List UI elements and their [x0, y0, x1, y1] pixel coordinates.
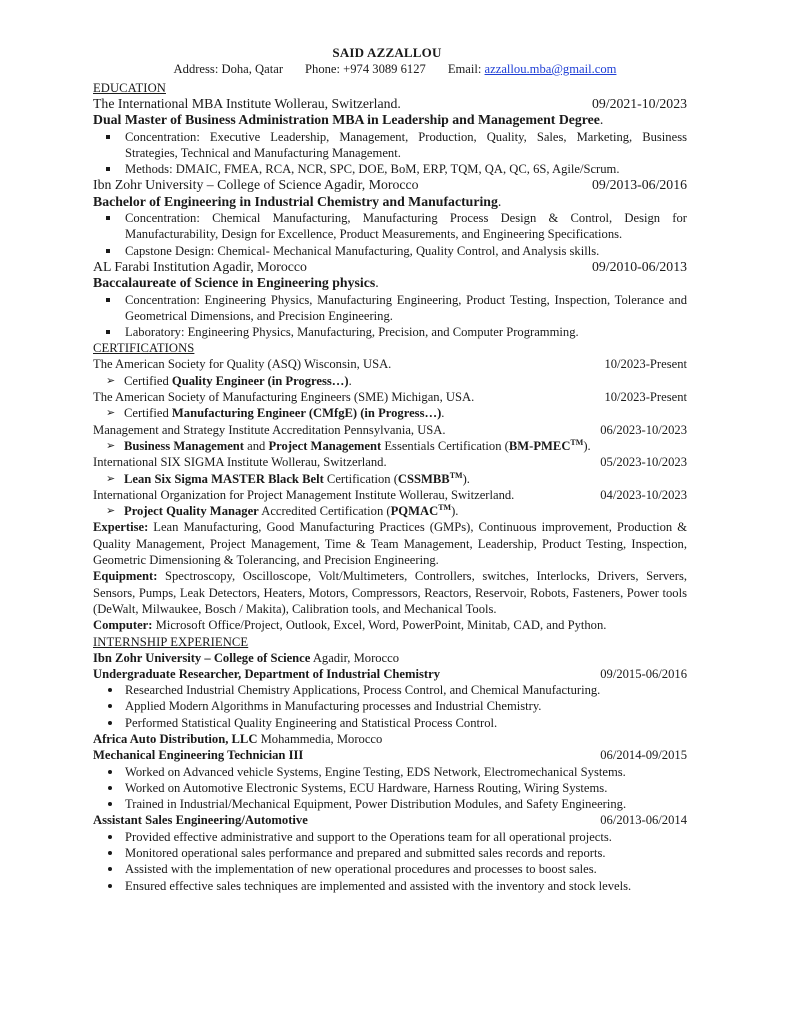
arrow-bullet-list [93, 405, 687, 421]
cert-title: ➢ Business Management and Project Management Essentials Certification (BM-PMEC™). [93, 438, 687, 454]
employer [93, 731, 687, 894]
cert-organization: International Organization for Project Management Institute Wollerau, Switzerland. [93, 487, 515, 502]
bullet: Concentration: Engineering Physics, Manufacturing Engineering, Product Testing, Inspection, Tolerance and Geometrical Dimensions, and Precision Engineering. [93, 292, 687, 325]
institution: The International MBA Institute Wollerau, Switzerland. [93, 96, 401, 111]
expertise-text: Lean Manufacturing, Good Manufacturing Practices (GMPs), Continuous improvement, Production & Quality Management, Project Management, Time & Team Management, Leadership, Product Testing, Inspection, Geometric Dimensioning & Tolerancing, and Precision Engineering. [93, 520, 687, 568]
education-heading: EDUCATION [93, 81, 166, 95]
bullet: Performed Statistical Quality Engineering and Statistical Process Control. [93, 715, 687, 731]
role-title: Mechanical Engineering Technician III [93, 748, 304, 763]
internship-heading: INTERNSHIP EXPERIENCE [93, 634, 249, 649]
role-dates: 09/2015-06/2016 [600, 666, 687, 681]
cert-title: ➢ Lean Six Sigma MASTER Black Belt Certification (CSSMBB™). [93, 471, 687, 487]
expertise-paragraph [93, 519, 687, 568]
education-entry: The International MBA Institute Wollerau, Switzerland. 09/2021-10/2023 Dual Master of Business Administration MBA in Leadership and Management Degree. Concentration: Executive Leadership, Management, Production, Quality, Sales, Marketing, Business Strategies, Technical and Manufacturing Management. Methods: DMAIC, FMEA, RCA, NCR, SPC, DOE, BoM, ERP, TQM, QA, QC, 6S, Agile/Scrum. [93, 96, 687, 177]
address: Address: Doha, Qatar [173, 62, 284, 76]
email-link[interactable]: azzallou.mba@gmail.com [484, 62, 617, 76]
cert-organization: Management and Strategy Institute Accreditation Pennsylvania, USA. [93, 422, 446, 437]
employer [93, 650, 687, 731]
cert-dates: 04/2023-10/2023 [600, 487, 687, 502]
certification-entry [93, 422, 687, 455]
expertise-label: Expertise: [93, 520, 149, 535]
degree: Dual Master of Business Administration MBA in Leadership and Management Degree [93, 112, 600, 128]
arrow-bullet-list [93, 471, 687, 487]
arrow-bullet-list [93, 503, 687, 519]
email-block [448, 61, 617, 77]
role-title: Assistant Sales Engineering/Automotive [93, 813, 308, 828]
dates: 09/2021-10/2023 [591, 96, 687, 111]
cert-title: ➢ Project Quality Manager Accredited Certification (PQMAC™). [93, 503, 687, 519]
bullet-list [93, 764, 687, 813]
bullet: Provided effective administrative and support to the Operations team for all operational projects. [93, 829, 687, 845]
cert-dates: 10/2023-Present [604, 357, 687, 372]
bullet: Researched Industrial Chemistry Applications, Process Control, and Chemical Manufacturing. [93, 682, 687, 698]
bullet: Assisted with the implementation of new operational procedures and processes to boost sales. [93, 861, 687, 877]
certification-entry [93, 356, 687, 389]
cert-organization: The American Society for Quality (ASQ) Wisconsin, USA. [93, 357, 392, 372]
cert-title: ➢ Certified Quality Engineer (in Progress…). [93, 373, 687, 389]
cert-dates: 06/2023-10/2023 [600, 422, 687, 437]
role-dates: 06/2013-06/2014 [600, 813, 687, 828]
certifications-list [93, 356, 687, 519]
employer-name: Africa Auto Distribution, LLC [93, 731, 258, 746]
education-entry: Ibn Zohr University – College of Science Agadir, Morocco 09/2013-06/2016 Bachelor of Engineering in Industrial Chemistry and Manufacturing. Concentration: Chemical Manufacturing, Manufacturing Process Design & Control, Design for Manufacturability, Design for Excellence, Product Measurements, and Engineering Specifications. Capstone Design: Chemical- Mechanical Manufacturing, Quality Control, and Analysis skills. [93, 177, 687, 258]
employer-location: Mohammedia, Morocco [257, 731, 383, 746]
certifications-heading: CERTIFICATIONS [93, 341, 195, 356]
education-list [93, 96, 687, 340]
certification-entry [93, 454, 687, 487]
bullet: Concentration: Executive Leadership, Management, Production, Quality, Sales, Marketing, Business Strategies, Technical and Manufacturing Management. [93, 129, 687, 162]
computer-paragraph [93, 617, 687, 633]
role-dates: 06/2014-09/2015 [600, 748, 687, 763]
dates: 09/2013-06/2016 [591, 177, 687, 193]
cert-dates: 10/2023-Present [604, 390, 687, 405]
bullet: Trained in Industrial/Mechanical Equipment, Power Distribution Modules, and Safety Engineering. [93, 796, 687, 812]
bullet: Laboratory: Engineering Physics, Manufacturing, Precision, and Computer Programming. [93, 324, 687, 340]
bullet-list [93, 682, 687, 731]
computer-label: Computer: [93, 618, 153, 633]
bullet: Capstone Design: Chemical- Mechanical Manufacturing, Quality Control, and Analysis skills. [93, 243, 687, 259]
candidate-name: SAID AZZALLOU [332, 45, 442, 60]
email-label: Email: [447, 62, 485, 76]
contact-line [103, 61, 687, 77]
bullet: Worked on Advanced vehicle Systems, Engine Testing, EDS Network, Electromechanical Systems. [93, 764, 687, 780]
role-title: Undergraduate Researcher, Department of Industrial Chemistry [93, 666, 440, 681]
equipment-text: Spectroscopy, Oscilloscope, Volt/Multimeters, Controllers, switches, Interlocks, Drivers, Servers, Sensors, Pumps, Leak Detectors, Heaters, Motors, Compressors, Reactors, Reservoir, Robots, Fasteners, Power tools (DeWalt, Milwaukee, Bosch / Makita), Calibration tools, and Mechanical Tools. [93, 569, 687, 616]
degree: Bachelor of Engineering in Industrial Chemistry and Manufacturing [93, 193, 498, 209]
dates: 09/2010-06/2013 [591, 258, 687, 274]
bullet: Monitored operational sales performance and prepared and submitted sales records and reports. [93, 845, 687, 861]
cert-organization: International SIX SIGMA Institute Wollerau, Switzerland. [93, 455, 387, 470]
cert-title: ➢ Certified Manufacturing Engineer (CMfgE) (in Progress…). [93, 405, 687, 421]
certification-entry [93, 487, 687, 520]
equipment-label: Equipment: [93, 569, 158, 584]
bullet: Worked on Automotive Electronic Systems, ECU Hardware, Harness Routing, Wiring Systems. [93, 780, 687, 796]
education-entry: AL Farabi Institution Agadir, Morocco 09/2010-06/2013 Baccalaureate of Science in Engineering physics. Concentration: Engineering Physics, Manufacturing Engineering, Product Testing, Inspection, Tolerance and Geometrical Dimensions, and Precision Engineering. Laboratory: Engineering Physics, Manufacturing, Precision, and Computer Programming. [93, 258, 687, 340]
bullet: Methods: DMAIC, FMEA, RCA, NCR, SPC, DOE, BoM, ERP, TQM, QA, QC, 6S, Agile/Scrum. [93, 161, 687, 177]
bullet: Ensured effective sales techniques are implemented and assisted with the inventory and stock levels. [93, 878, 687, 894]
bullet-list [93, 129, 687, 178]
bullet-list [93, 210, 687, 259]
bullet: Applied Modern Algorithms in Manufacturing processes and Industrial Chemistry. [93, 698, 687, 714]
certification-entry [93, 389, 687, 422]
arrow-bullet-list [93, 373, 687, 389]
cert-organization: The American Society of Manufacturing Engineers (SME) Michigan, USA. [93, 390, 475, 405]
institution: Ibn Zohr University – College of Science Agadir, Morocco [93, 177, 419, 193]
computer-text: Microsoft Office/Project, Outlook, Excel, Word, PowerPoint, Minitab, CAD, and Python. [152, 618, 607, 633]
cert-dates: 05/2023-10/2023 [600, 455, 687, 470]
phone: Phone: +974 3089 6127 [305, 62, 426, 76]
resume-page [93, 44, 687, 894]
bullet-list [93, 292, 687, 341]
bullet: Concentration: Chemical Manufacturing, Manufacturing Process Design & Control, Design for Manufacturability, Design for Excellence, Product Measurements, and Engineering Specifications. [93, 210, 687, 243]
degree: Baccalaureate of Science in Engineering physics [93, 275, 376, 291]
bullet-list [93, 829, 687, 894]
employer-name: Ibn Zohr University – College of Science [93, 650, 311, 665]
employer-location: Agadir, Morocco [310, 650, 400, 665]
institution: AL Farabi Institution Agadir, Morocco [93, 258, 307, 274]
equipment-paragraph [93, 568, 687, 617]
arrow-bullet-list [93, 438, 687, 454]
